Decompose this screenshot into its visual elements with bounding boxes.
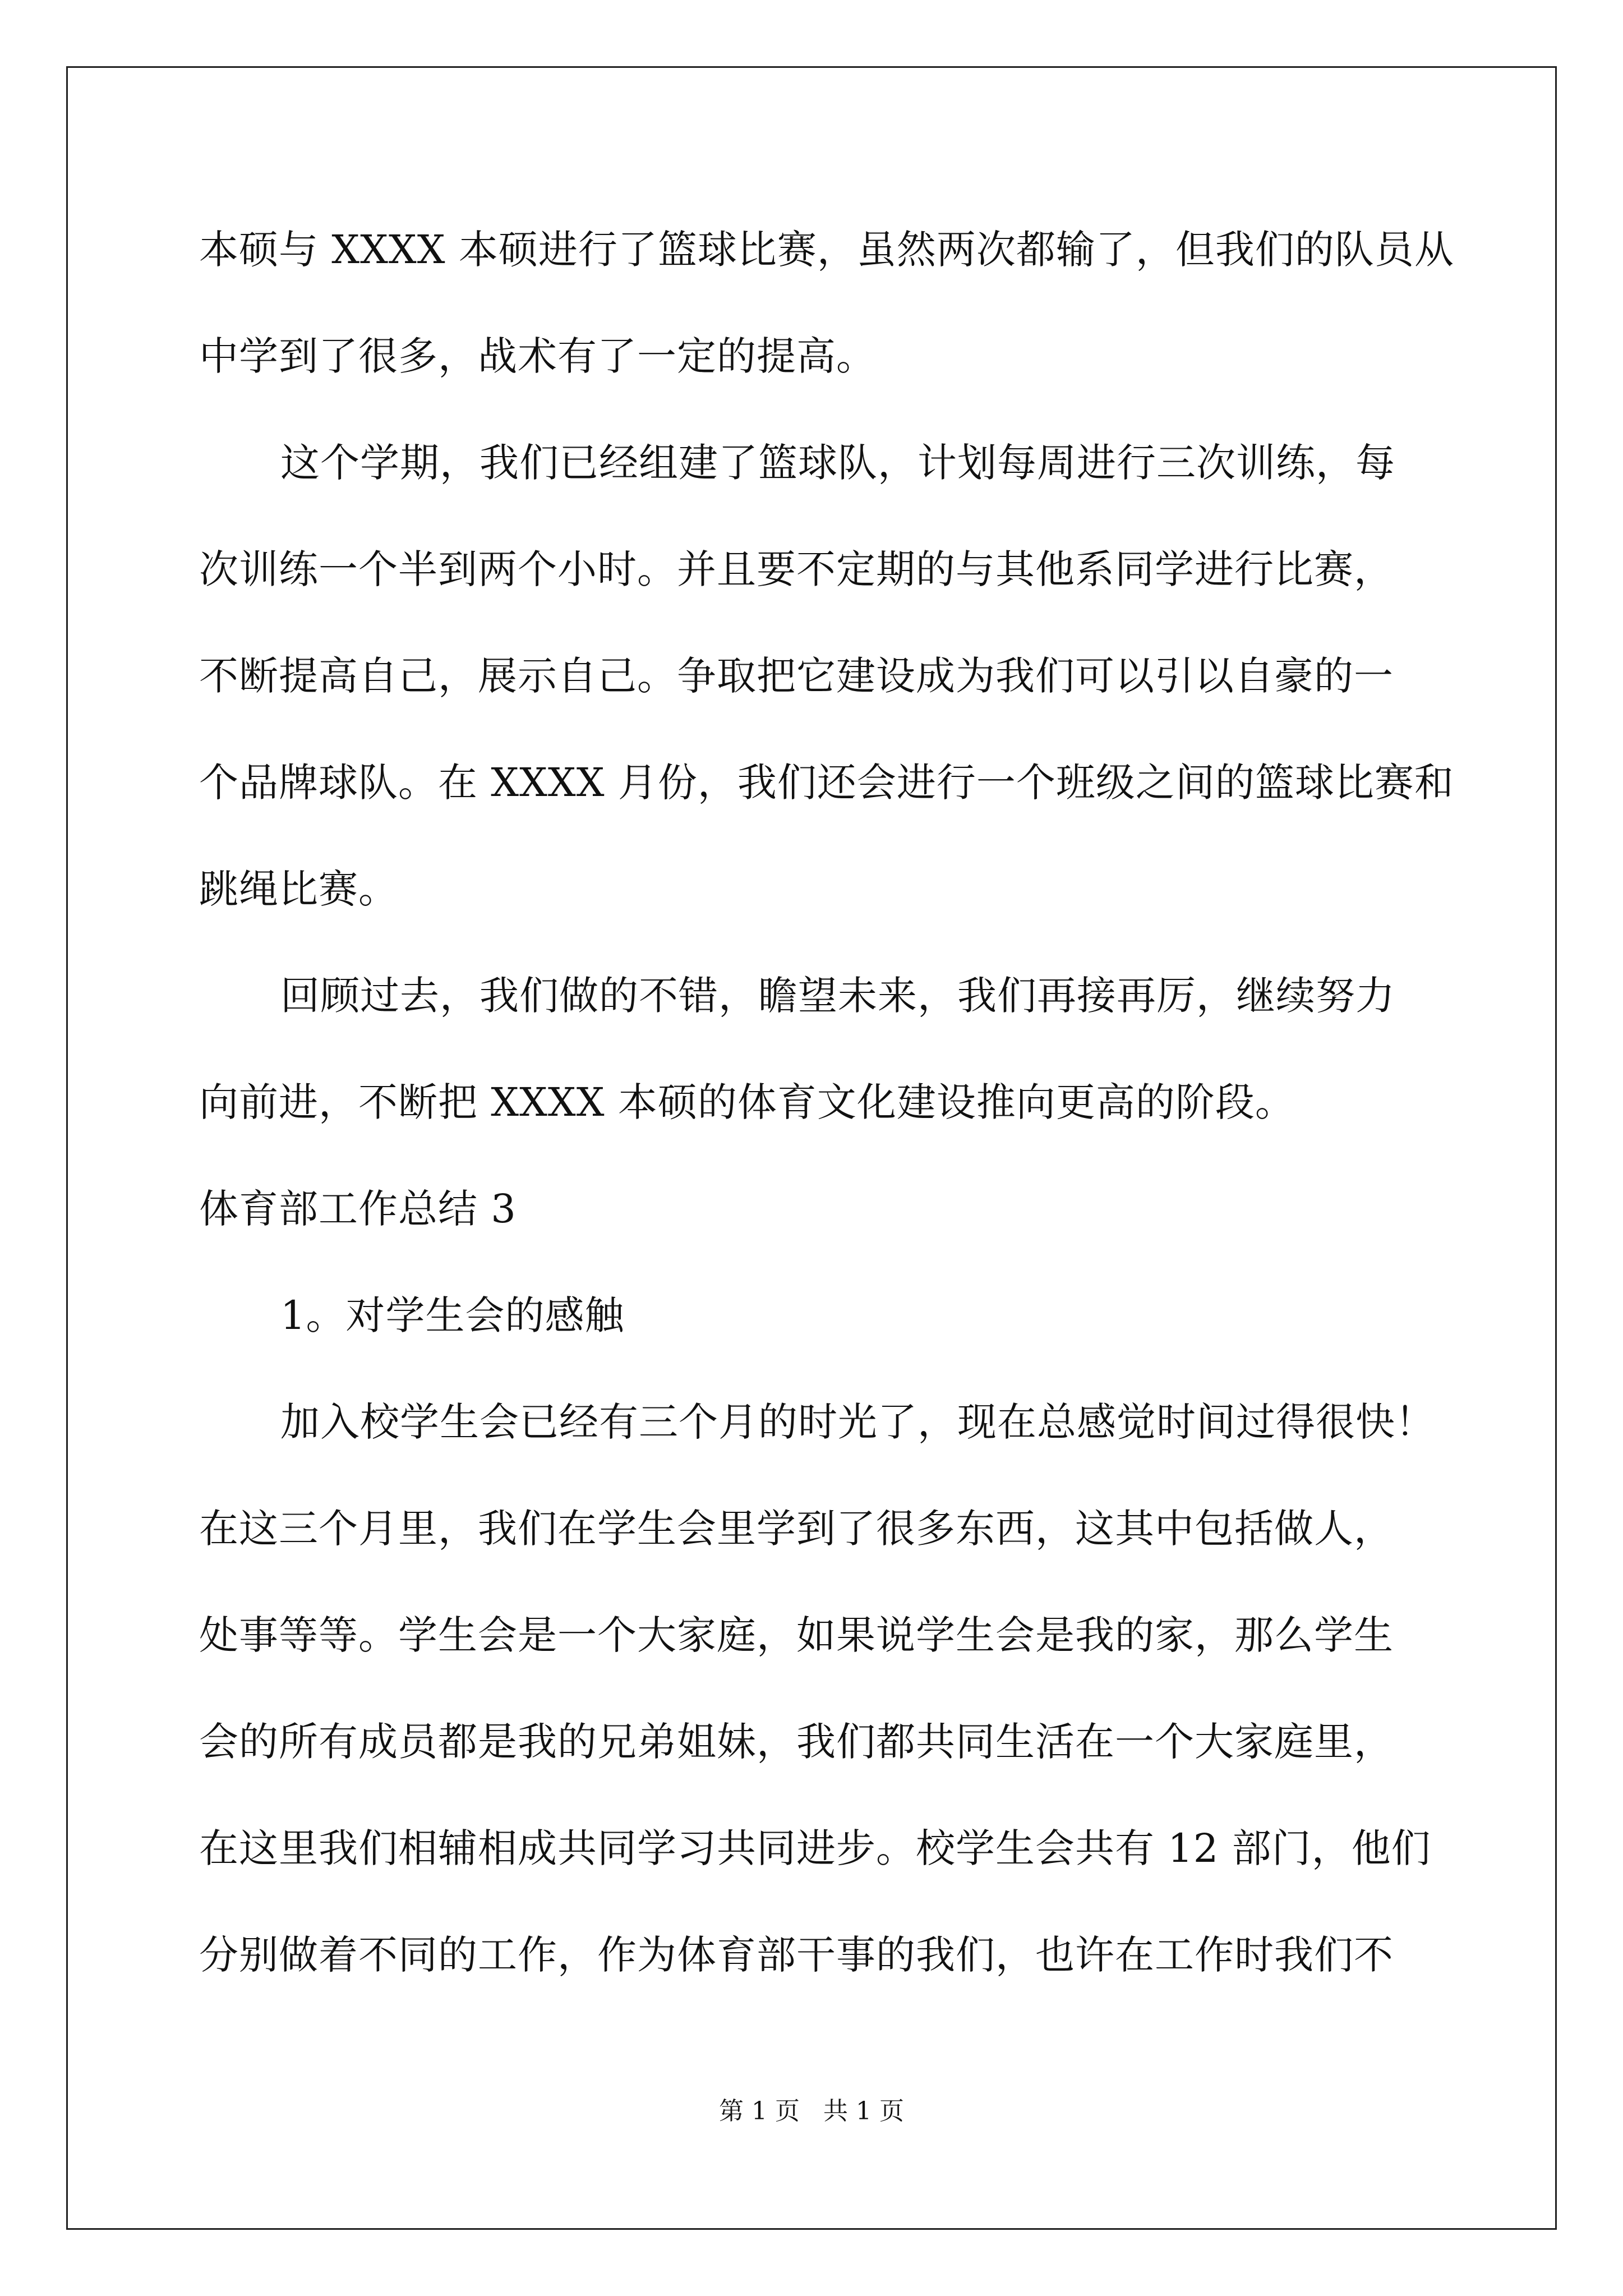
subsection-heading: 1。对学生会的感触 [280,1292,625,1338]
paragraph-start-line: 回顾过去，我们做的不错，瞻望未来，我们再接再厉，继续努力 [280,973,1395,1019]
text-line: 处事等等。学生会是一个大家庭，如果说学生会是我的家，那么学生 [199,1612,1394,1658]
text-line: 本硕与 XXXX 本硕进行了篮球比赛，虽然两次都输了，但我们的队员从 [199,227,1454,273]
paragraph-start-line: 这个学期，我们已经组建了篮球队，计划每周进行三次训练，每 [280,440,1395,486]
text-line: 不断提高自己，展示自己。争取把它建设成为我们可以引以自豪的一 [199,653,1394,699]
text-line: 中学到了很多，战术有了一定的提高。 [199,333,876,379]
text-line: 在这里我们相辅相成共同学习共同进步。校学生会共有 12 部门，他们 [199,1825,1431,1871]
section-heading: 体育部工作总结 3 [199,1186,517,1232]
text-line: 在这三个月里，我们在学生会里学到了很多东西，这其中包括做人， [199,1506,1394,1552]
paragraph-start-line: 加入校学生会已经有三个月的时光了，现在总感觉时间过得很快！ [280,1399,1435,1445]
text-line: 向前进，不断把 XXXX 本硕的体育文化建设推向更高的阶段。 [199,1079,1295,1125]
text-line: 会的所有成员都是我的兄弟姐妹，我们都共同生活在一个大家庭里， [199,1719,1394,1765]
text-line: 次训练一个半到两个小时。并且要不定期的与其他系同学进行比赛， [199,546,1394,592]
text-line: 个品牌球队。在 XXXX 月份，我们还会进行一个班级之间的篮球比赛和 [199,760,1454,806]
page-border [66,66,1557,2230]
text-line: 分别做着不同的工作，作为体育部干事的我们，也许在工作时我们不 [199,1932,1394,1978]
page-number-footer: 第 1 页 共 1 页 [719,2097,904,2125]
text-line: 跳绳比赛。 [199,866,398,912]
